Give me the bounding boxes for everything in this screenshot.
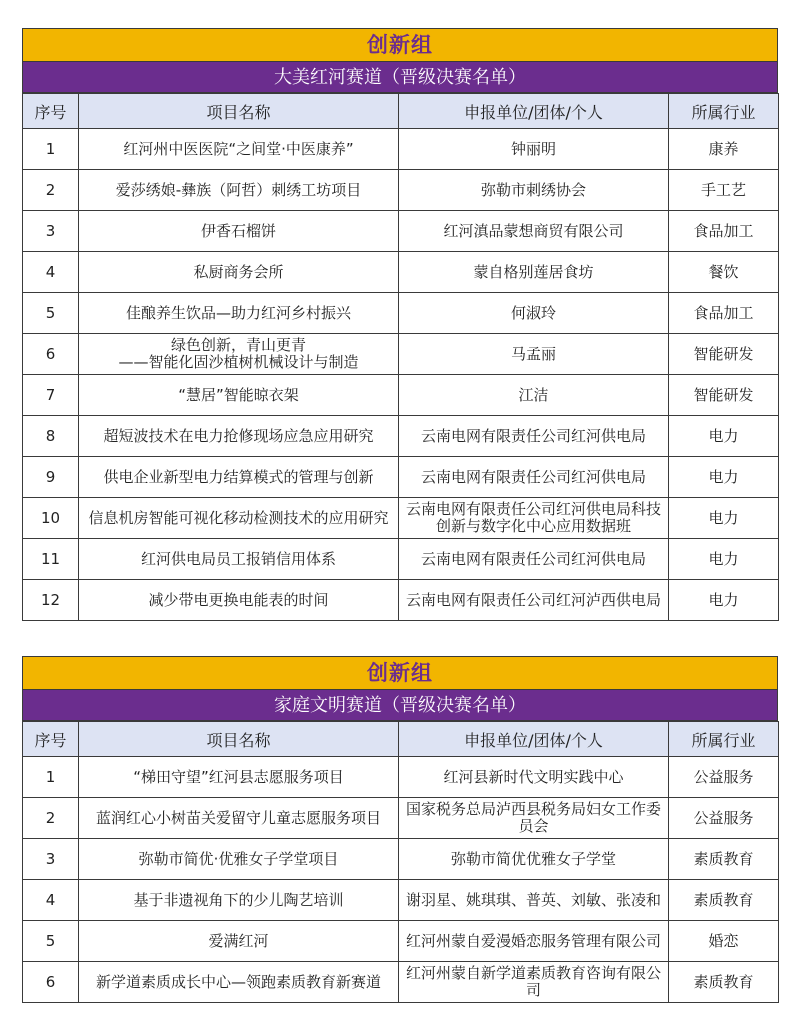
cell-applicant: 谢羽星、姚琪琪、普英、刘敏、张凌和 <box>399 880 669 921</box>
table-row <box>23 170 779 211</box>
cell-applicant: 云南电网有限责任公司红河泸西供电局 <box>399 580 669 621</box>
cell-applicant: 蒙自格别莲居食坊 <box>399 252 669 293</box>
cell-no: 11 <box>23 539 79 580</box>
cell-no: 4 <box>23 880 79 921</box>
cell-applicant: 云南电网有限责任公司红河供电局科技创新与数字化中心应用数据班 <box>399 498 669 539</box>
header-no: 序号 <box>23 722 79 757</box>
cell-project: 蓝润红心小树苗关爱留守儿童志愿服务项目 <box>79 798 399 839</box>
cell-no: 4 <box>23 252 79 293</box>
cell-industry: 电力 <box>669 580 779 621</box>
cell-project: 红河供电局员工报销信用体系 <box>79 539 399 580</box>
table-row <box>23 921 779 962</box>
cell-applicant: 国家税务总局泸西县税务局妇女工作委员会 <box>399 798 669 839</box>
table-row <box>23 539 779 580</box>
cell-project: 伊香石榴饼 <box>79 211 399 252</box>
section-jiatingwenming <box>22 656 778 1003</box>
cell-industry: 食品加工 <box>669 293 779 334</box>
table-row <box>23 252 779 293</box>
cell-no: 2 <box>23 170 79 211</box>
cell-project: 爱莎绣娘-彝族（阿哲）刺绣工坊项目 <box>79 170 399 211</box>
cell-applicant: 何淑玲 <box>399 293 669 334</box>
cell-project: 减少带电更换电能表的时间 <box>79 580 399 621</box>
table-row <box>23 334 779 375</box>
cell-no: 7 <box>23 375 79 416</box>
cell-no: 2 <box>23 798 79 839</box>
header-project: 项目名称 <box>79 722 399 757</box>
cell-no: 5 <box>23 293 79 334</box>
cell-industry: 公益服务 <box>669 757 779 798</box>
cell-no: 10 <box>23 498 79 539</box>
cell-no: 1 <box>23 129 79 170</box>
table-body <box>23 757 779 1003</box>
cell-project: 爱满红河 <box>79 921 399 962</box>
table-row <box>23 839 779 880</box>
cell-no: 9 <box>23 457 79 498</box>
cell-industry: 素质教育 <box>669 839 779 880</box>
finalist-table <box>22 721 779 1003</box>
header-applicant: 申报单位/团体/个人 <box>399 94 669 129</box>
header-industry: 所属行业 <box>669 94 779 129</box>
table-row <box>23 880 779 921</box>
cell-industry: 智能研发 <box>669 334 779 375</box>
track-title-banner: 大美红河赛道（晋级决赛名单） <box>22 61 778 93</box>
cell-applicant: 红河州蒙自新学道素质教育咨询有限公司 <box>399 962 669 1003</box>
cell-applicant: 云南电网有限责任公司红河供电局 <box>399 539 669 580</box>
cell-applicant: 云南电网有限责任公司红河供电局 <box>399 416 669 457</box>
header-no: 序号 <box>23 94 79 129</box>
cell-project: 弥勒市简优·优雅女子学堂项目 <box>79 839 399 880</box>
cell-industry: 餐饮 <box>669 252 779 293</box>
cell-applicant: 江洁 <box>399 375 669 416</box>
cell-industry: 智能研发 <box>669 375 779 416</box>
cell-applicant: 红河县新时代文明实践中心 <box>399 757 669 798</box>
cell-project: “梯田守望”红河县志愿服务项目 <box>79 757 399 798</box>
table-row <box>23 580 779 621</box>
table-row <box>23 798 779 839</box>
cell-industry: 电力 <box>669 539 779 580</box>
cell-project: 红河州中医医院“之间堂·中医康养” <box>79 129 399 170</box>
cell-industry: 电力 <box>669 416 779 457</box>
section-dameihonghe <box>22 28 778 621</box>
cell-industry: 电力 <box>669 498 779 539</box>
table-row <box>23 129 779 170</box>
table-row <box>23 457 779 498</box>
cell-project: 新学道素质成长中心—领跑素质教育新赛道 <box>79 962 399 1003</box>
cell-industry: 公益服务 <box>669 798 779 839</box>
cell-industry: 手工艺 <box>669 170 779 211</box>
cell-no: 6 <box>23 334 79 375</box>
cell-industry: 食品加工 <box>669 211 779 252</box>
header-applicant: 申报单位/团体/个人 <box>399 722 669 757</box>
finalist-table <box>22 93 779 621</box>
table-row <box>23 962 779 1003</box>
cell-industry: 素质教育 <box>669 880 779 921</box>
cell-no: 5 <box>23 921 79 962</box>
cell-applicant: 红河滇品蒙想商贸有限公司 <box>399 211 669 252</box>
cell-no: 3 <box>23 211 79 252</box>
cell-applicant: 钟丽明 <box>399 129 669 170</box>
cell-applicant: 弥勒市简优优雅女子学堂 <box>399 839 669 880</box>
table-row <box>23 416 779 457</box>
table-header-row <box>23 722 779 757</box>
cell-project: “慧居”智能晾衣架 <box>79 375 399 416</box>
track-title-banner: 家庭文明赛道（晋级决赛名单） <box>22 689 778 721</box>
table-row <box>23 757 779 798</box>
cell-applicant: 弥勒市刺绣协会 <box>399 170 669 211</box>
table-row <box>23 375 779 416</box>
cell-project: 超短波技术在电力抢修现场应急应用研究 <box>79 416 399 457</box>
header-industry: 所属行业 <box>669 722 779 757</box>
cell-project: 供电企业新型电力结算模式的管理与创新 <box>79 457 399 498</box>
header-project: 项目名称 <box>79 94 399 129</box>
cell-project: 佳酿养生饮品—助力红河乡村振兴 <box>79 293 399 334</box>
table-row <box>23 293 779 334</box>
cell-no: 6 <box>23 962 79 1003</box>
cell-project: 基于非遗视角下的少儿陶艺培训 <box>79 880 399 921</box>
cell-applicant: 红河州蒙自爱漫婚恋服务管理有限公司 <box>399 921 669 962</box>
cell-applicant: 云南电网有限责任公司红河供电局 <box>399 457 669 498</box>
table-header-row <box>23 94 779 129</box>
cell-industry: 康养 <box>669 129 779 170</box>
cell-project: 私厨商务会所 <box>79 252 399 293</box>
cell-industry: 婚恋 <box>669 921 779 962</box>
group-title-banner: 创新组 <box>22 656 778 689</box>
cell-project: 绿色创新，青山更青 ——智能化固沙植树机械设计与制造 <box>79 334 399 375</box>
cell-industry: 电力 <box>669 457 779 498</box>
table-row <box>23 498 779 539</box>
cell-industry: 素质教育 <box>669 962 779 1003</box>
cell-no: 8 <box>23 416 79 457</box>
table-body <box>23 129 779 621</box>
cell-no: 1 <box>23 757 79 798</box>
cell-no: 12 <box>23 580 79 621</box>
cell-no: 3 <box>23 839 79 880</box>
cell-project: 信息机房智能可视化移动检测技术的应用研究 <box>79 498 399 539</box>
group-title-banner: 创新组 <box>22 28 778 61</box>
cell-applicant: 马孟丽 <box>399 334 669 375</box>
table-row <box>23 211 779 252</box>
